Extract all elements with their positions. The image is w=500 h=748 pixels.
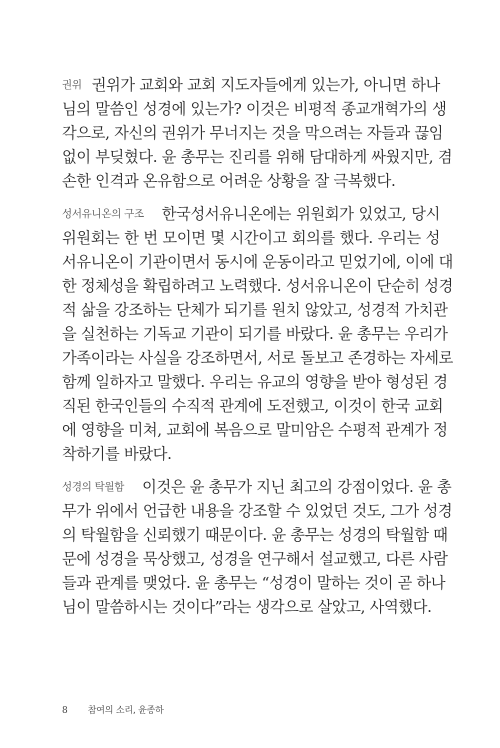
body-text-line: 이것은 윤 총무가 지닌 최고의 강점이었다. 윤 총 <box>142 478 452 496</box>
body-text-line: 을 실천하는 기독교 기관이 되기를 바랐다. 윤 총무는 우리가 <box>62 325 448 343</box>
section-authority-line-1 <box>62 73 440 97</box>
side-heading-scripture-excellence: 성경의 탁월함 <box>62 481 125 493</box>
page-number: 8 <box>62 706 68 716</box>
running-footer-title: 참여의 소리, 윤종하 <box>87 706 164 716</box>
body-text-line: 무가 위에서 언급한 내용을 강조할 수 있었던 것도, 그가 성경 <box>62 502 453 520</box>
body-text-line: 손한 인격과 온유함으로 어려운 상황을 잘 극복했다. <box>62 172 396 190</box>
body-text-line: 의 탁월함을 신뢰했기 때문이다. 윤 총무는 성경의 탁월함 때 <box>62 526 448 544</box>
body-text-line: 님이 말씀하시는 것이다”라는 생각으로 살았고, 사역했다. <box>62 598 432 616</box>
page-footer <box>62 704 164 718</box>
body-text-line: 직된 한국인들의 수직적 관계에 도전했고, 이것이 한국 교회 <box>62 397 444 415</box>
side-heading-su-structure: 성서유니온의 구조 <box>62 208 144 220</box>
body-text-line: 없이 부딪혔다. 윤 총무는 진리를 위해 담대하게 싸웠지만, 겸 <box>62 148 453 166</box>
body-text-line: 한 정체성을 확립하려고 노력했다. 성서유니온이 단순히 성경 <box>62 277 453 295</box>
section-su-structure-line-1 <box>62 202 440 226</box>
section-scripture-excellence-line-1 <box>62 475 452 499</box>
body-text-line: 착하기를 바랐다. <box>62 445 172 463</box>
body-text-line: 함께 일하자고 말했다. 우리는 유교의 영향을 받아 형성된 경 <box>62 373 448 391</box>
body-text-line: 권위가 교회와 교회 지도자들에게 있는가, 아니면 하나 <box>91 76 440 94</box>
body-text-line: 적 삶을 강조하는 단체가 되기를 원치 않았고, 성경적 가치관 <box>62 301 448 319</box>
body-text-line: 들과 관계를 맺었다. 윤 총무는 “성경이 말하는 것이 곧 하나 <box>62 574 446 592</box>
body-text-line: 님의 말씀인 성경에 있는가? 이것은 비평적 종교개혁가의 생 <box>62 100 447 118</box>
body-text-line: 위원회는 한 번 모이면 몇 시간이고 회의를 했다. 우리는 성 <box>62 229 440 247</box>
body-text-line: 에 영향을 미쳐, 교회에 복음으로 말미암은 수평적 관계가 정 <box>62 421 448 439</box>
body-text-line: 한국성서유니온에는 위원회가 있었고, 당시 <box>161 205 440 223</box>
body-text-line: 문에 성경을 묵상했고, 성경을 연구해서 설교했고, 다른 사람 <box>62 550 448 568</box>
body-text-line: 가족이라는 사실을 강조하면서, 서로 돌보고 존경하는 자세로 <box>62 349 453 367</box>
body-text-line: 각으로, 자신의 권위가 무너지는 것을 막으려는 자들과 끊임 <box>62 124 444 142</box>
side-heading-authority: 권위 <box>62 79 82 91</box>
body-text-line: 서유니온이 기관이면서 동시에 운동이라고 믿었기에, 이에 대 <box>62 253 453 271</box>
